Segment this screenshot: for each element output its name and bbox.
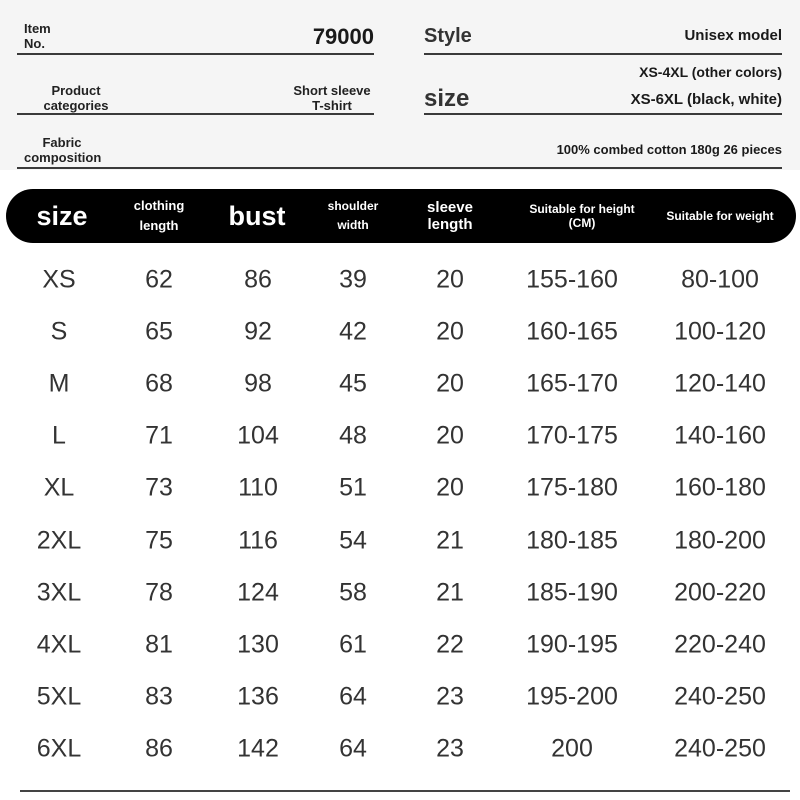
size-value-line1: XS-4XL (other colors) [639,64,782,80]
cell-bust: 92 [244,317,272,346]
cell-height: 170-175 [526,421,618,450]
cell-bust: 86 [244,265,272,294]
cell-sleeve-length: 20 [436,369,464,398]
cell-clothing-length: 68 [145,369,173,398]
cell-height: 155-160 [526,265,618,294]
item-no-label: Item No. [24,21,51,51]
cell-height: 165-170 [526,369,618,398]
cell-size: 2XL [36,526,82,554]
divider [17,53,374,55]
cell-height: 185-190 [526,578,618,607]
cell-shoulder-width: 54 [339,526,367,554]
cell-weight: 220-240 [674,630,766,659]
cell-sleeve-length: 20 [436,473,464,502]
cell-height: 190-195 [526,630,618,659]
cell-clothing-length: 62 [145,265,173,294]
cell-size: XL [43,473,75,502]
cell-bust: 124 [237,578,279,607]
cell-weight: 120-140 [674,369,766,398]
cell-clothing-length: 73 [145,473,173,502]
cell-size: L [52,421,66,450]
cell-size: M [48,369,70,398]
cell-size: 5XL [36,682,82,711]
cell-weight: 80-100 [681,265,759,294]
cell-height: 200 [551,734,593,763]
cell-size: 6XL [36,734,82,763]
cell-sleeve-length: 22 [436,630,464,659]
style-label: Style [424,25,472,47]
cell-clothing-length: 81 [145,630,173,659]
cell-bust: 116 [238,526,278,554]
cell-height: 175-180 [526,473,618,502]
table-header [6,189,796,243]
cell-sleeve-length: 20 [436,317,464,346]
header-clothing-length: clothing length [133,198,185,233]
cell-height: 160-165 [526,317,618,346]
fabric-label: Fabric composition [24,135,102,165]
cell-size: 3XL [36,578,82,607]
cell-size: XS [42,265,76,294]
header-bust: bust [228,200,286,231]
cell-height: 195-200 [526,682,618,711]
cell-sleeve-length: 23 [436,734,464,763]
product-categories-label: Product categories [43,83,109,113]
cell-bust: 98 [244,369,272,398]
cell-clothing-length: 86 [145,734,173,763]
header-sleeve-length: sleeve length [427,199,473,233]
cell-bust: 130 [237,630,279,659]
cell-shoulder-width: 58 [339,578,367,607]
cell-clothing-length: 78 [145,578,173,607]
cell-shoulder-width: 64 [339,734,367,763]
cell-bust: 104 [237,421,279,450]
cell-bust: 136 [237,682,279,711]
style-value: Unisex model [684,27,782,44]
cell-sleeve-length: 23 [436,682,464,711]
cell-shoulder-width: 61 [339,630,367,659]
fabric-value: 100% combed cotton 180g 26 pieces [556,142,782,157]
cell-weight: 100-120 [674,317,766,346]
cell-weight: 160-180 [674,473,766,502]
cell-size: S [50,317,68,346]
header-suitable-weight: Suitable for weight [666,209,774,223]
cell-bust: 110 [238,473,278,502]
cell-clothing-length: 71 [145,421,173,450]
cell-shoulder-width: 48 [339,421,367,450]
cell-weight: 240-250 [674,734,766,763]
cell-shoulder-width: 51 [339,473,367,502]
cell-bust: 142 [237,734,279,763]
cell-size: 4XL [36,630,82,659]
divider [17,113,374,115]
cell-weight: 200-220 [674,578,766,607]
cell-sleeve-length: 20 [436,421,464,450]
cell-clothing-length: 83 [145,682,173,711]
header-shoulder-width: shoulder width [327,199,379,232]
cell-shoulder-width: 64 [339,682,367,711]
cell-shoulder-width: 45 [339,369,367,398]
cell-clothing-length: 65 [145,317,173,346]
header-size: size [36,200,88,231]
divider [424,53,782,55]
size-label: size [424,85,470,112]
divider [424,113,782,115]
cell-weight: 140-160 [674,421,766,450]
cell-height: 180-185 [526,526,618,554]
cell-weight: 240-250 [674,682,766,711]
item-no-value: 79000 [312,24,374,49]
bottom-divider [20,790,790,792]
cell-weight: 180-200 [674,526,766,554]
cell-sleeve-length: 21 [436,526,464,554]
cell-clothing-length: 75 [145,526,173,554]
cell-shoulder-width: 39 [339,265,367,294]
cell-sleeve-length: 21 [436,578,464,607]
product-categories-value: Short sleeve T-shirt [293,83,371,113]
cell-shoulder-width: 42 [339,317,367,346]
divider [17,167,782,169]
header-suitable-height: Suitable for height (CM) [529,202,635,230]
cell-sleeve-length: 20 [436,265,464,294]
size-value-line2: XS-6XL (black, white) [630,91,782,108]
